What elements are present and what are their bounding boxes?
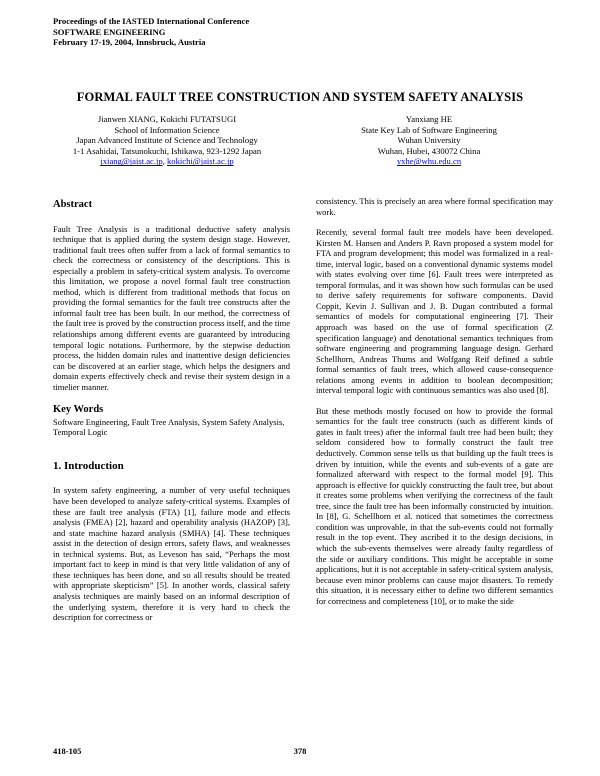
email-link[interactable]: kokichi@jaist.ac.jp [167,156,234,167]
author-institute: Wuhan University [397,135,461,146]
paragraph: consistency. This is precisely an area where formal specification may work. [316,196,553,217]
introduction-body: In system safety engineering, a number of very useful techniques have been developed to analyze safety-critical systems. Examples of these are fault tree analysis (FTA) [1], failure mode and effects analysis (FMEA) [2], hazard and operability analysis (HAZOP) [3], and state machine hazard analysis (SMHA) [4]. These techniques assist in the detection of design errors, safety flaws, and weaknesses in technical systems. But, as Leveson has said, “Perhaps the most important fact to keep in mind is that very little validation of any of these techniques has been done, and so all results should be treated with appropriate skepticism” [5]. In another words, classical safety analysis techniques are mainly based on an informal description of the underlying system, therefore it is very hard to check the description for correctness or [53,485,290,623]
email-separator: , [162,156,167,167]
paragraph: Recently, several formal fault tree models have been developed. Kirsten M. Hansen and Anders P. Ravn proposed a system model for FTA and program development; this model was formalized in a real-time, interval logic, based on a conventional dynamic systems model with states evolving over time [6]. Fault trees were interpreted as temporal formulas, and it was shown how such formulas can be used to derive safety requirements for software components. David Coppit, Kevin J. Sullivan and J. B. Dugan contributed a formal semantics of models for computational engineering [7]. Their approach was based on the use of formal specification (Z specification language) and denotational semantics techniques from software engineering and programming language design. Gerhard Schellhorn, Andreas Thums and Wolfgang Reif defined a subtle formal semantics of fault trees, which allowed cause-consequence relations among events in addition to boolean decomposition; interval temporal logic with continuous semantics was also used [8]. [316,227,553,396]
author-affiliation: School of Information Science [114,124,220,135]
abstract-heading: Abstract [53,199,93,210]
right-column [316,196,553,606]
conference-name: Proceedings of the IASTED International Conference [53,16,250,26]
author-affiliation: State Key Lab of Software Engineering [361,124,497,135]
paper-code: 418-105 [53,746,82,756]
introduction-heading: 1. Introduction [53,459,124,472]
author-names: Yanxiang HE [405,114,453,124]
abstract-body: Fault Tree Analysis is a traditional deductive safety analysis technique that is applied during the system design stage. However, traditional fault trees often suffer from a lack of formal semantics to check the correctness or consistency of the descriptions. This is especially a problem in safety-critical system analysis. To overcome this limitation, we propose a novel formal fault tree construction method, which is different from traditional methods that focus on providing the formal semantics for the fault tree constructs after the informal fault tree has been built. In our method, the correctness of the fault tree is proved by the construction process itself, and the time relationships among different events are guaranteed by introducing temporal logic notations. Furthermore, by the stepwise deduction process, the hidden domain rules and inattentive design deficiencies can be discovered at an earlier stage, which helps the designers and domain experts effectively check and revise their system design in a timelier manner. [53,223,290,392]
paper-title: FORMAL FAULT TREE CONSTRUCTION AND SYSTEM SAFETY ANALYSIS [76,90,524,104]
email-link[interactable]: jxiang@jaist.ac.jp [100,156,163,167]
author-address: Wuhan, Hubei, 430072 China [377,145,481,156]
conference-topic: SOFTWARE ENGINEERING [53,26,166,37]
author-names: Jianwen XIANG, Kokichi FUTATSUGI [97,114,237,124]
left-column [53,200,290,623]
author-institute: Japan Advanced Institute of Science and Technology [76,135,258,146]
author-block-2 [314,114,544,167]
email-link[interactable]: yxhe@whu.edu.cn [396,156,462,167]
conference-date-location: February 17-19, 2004, Innsbruck, Austria [53,37,206,47]
keywords-body: Software Engineering, Fault Tree Analysis, System Safety Analysis, Temporal Logic [53,416,285,438]
author-address: 1-1 Asahidai, Tatsunokuchi, Ishikawa, 923-1292 Japan [72,145,262,156]
author-block-1 [48,114,286,167]
author-emails [314,156,544,167]
keywords-heading: Key Words [53,404,104,416]
conference-header [53,16,249,48]
page-number: 378 [293,746,307,756]
author-emails [48,156,286,167]
paragraph: But these methods mostly focused on how to provide the formal semantics for the fault tree constructs (such as different kinds of gates in fault trees) after the informal fault tree had been built; they seldom considered how to formally construct the fault tree deductively. Common sense tells us that building up the fault trees is driven by intuition, while the events and sub-events of a gate are formalized afterward with respect to the formal model [9]. This approach is effective for quickly constructing the fault tree, but about it creates some problems when verifying the correctness of the fault tree, since the fault tree has been informally constructed by intuition. In [8], G. Schellhorn et al. noticed that sometimes the correctness condition was unprovable, in that the sub-events could not formally result in the top event. They ascribed it to the design decisions, in which the sub-events themselves were already faulty regardless of the side or auxiliary conditions. This might be acceptable in some applications, but it is not acceptable in safety-critical system analysis, because even minor problems can cause major disasters. To remedy this situation, it is necessary either to define two different semantics for correctness and completeness [10], or to make the side [316,405,553,606]
